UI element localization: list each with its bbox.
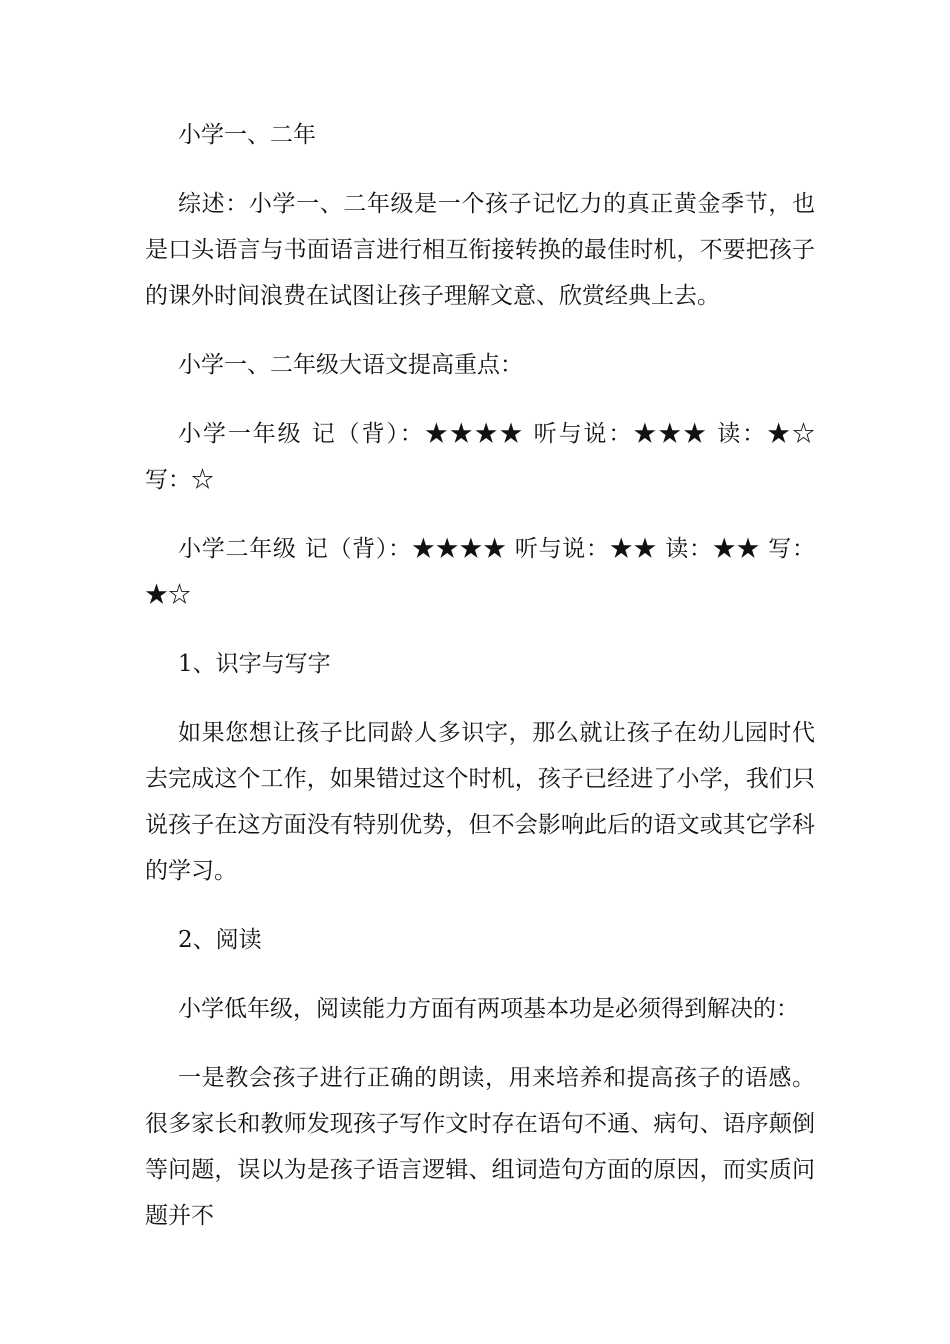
reading-heading: 2、阅读 xyxy=(178,927,262,953)
summary-paragraph: 综述：小学一、二年级是一个孩子记忆力的真正黄金季节，也是口头语言与书面语言进行相互衔接转换的最佳时机，不要把孩子的课外时间浪费在试图让孩子理解文意、欣赏经典上去。 xyxy=(145,191,815,309)
document-body xyxy=(145,112,815,1262)
section-title: 小学一、二年 xyxy=(178,122,316,148)
reading-skill-paragraph: 一是教会孩子进行正确的朗读，用来培养和提高孩子的语感。很多家长和教师发现孩子写作文时存在语句不通、病句、语序颠倒等问题，误以为是孩子语言逻辑、组词造句方面的原因，而实质问题并不 xyxy=(145,1065,815,1229)
literacy-paragraph: 如果您想让孩子比同龄人多识字，那么就让孩子在幼儿园时代去完成这个工作，如果错过这个时机，孩子已经进了小学，我们只说孩子在这方面没有特别优势，但不会影响此后的语文或其它学科的学习。 xyxy=(145,720,815,884)
key-points-heading: 小学一、二年级大语文提高重点： xyxy=(178,352,523,378)
grade-two-ratings: 小学二年级 记（背）：★★★★ 听与说：★★ 读：★★ 写：★☆ xyxy=(145,536,815,608)
reading-intro-paragraph: 小学低年级，阅读能力方面有两项基本功是必须得到解决的： xyxy=(178,996,799,1022)
literacy-heading: 1、识字与写字 xyxy=(178,651,331,677)
grade-one-ratings: 小学一年级 记（背）：★★★★ 听与说：★★★ 读：★☆ 写：☆ xyxy=(145,421,815,493)
